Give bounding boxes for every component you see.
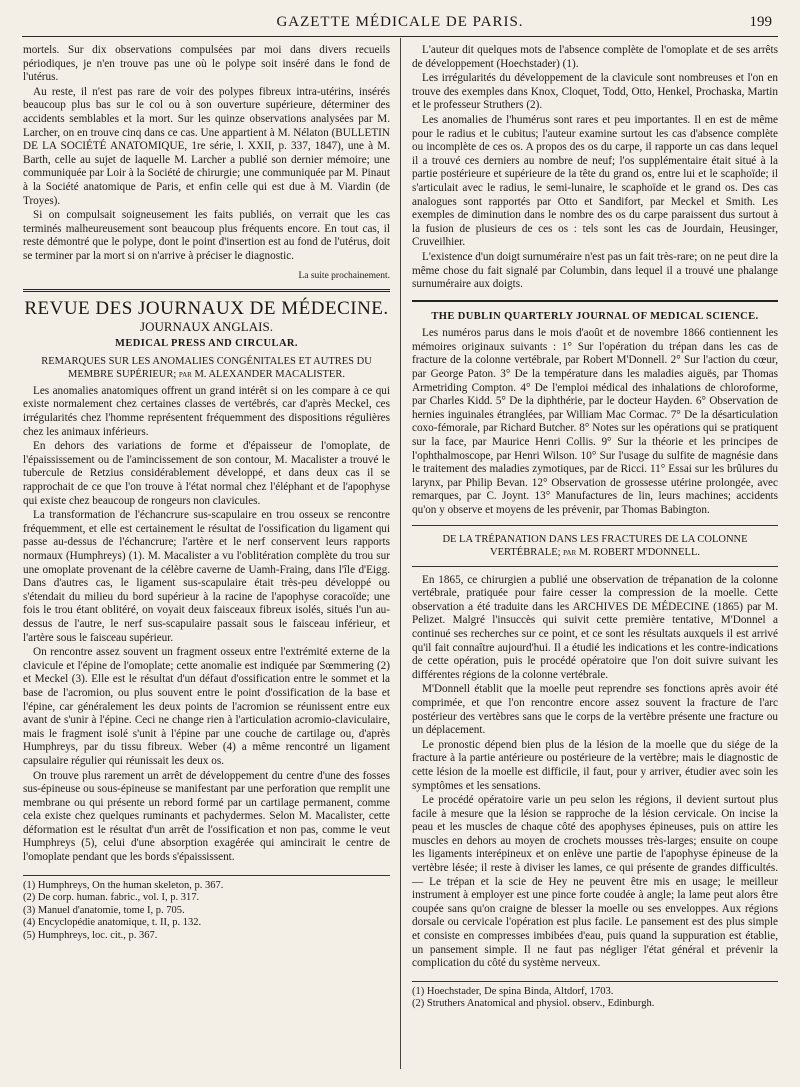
footnote: (5) Humphreys, loc. cit., p. 367. [23, 929, 158, 941]
paragraph: Le procédé opératoire varie un peu selon les régions, il devient surtout plus facile à mesure que la lésion se rapproche de la lésion cervicale. On incise la peau et les muscles de chaque côté des apophyses épineuses, puis on attire les muscles en dehors au moyen de crochets mousses très-larges; ensuite on coupe les ligaments interépineux et on enlève une partie de l'apophyse épineuse de la vertèbre lésée; il reste à diviser les lames, ce qui présente de grandes difficultés. — Le trépan et la scie de Hey ne peuvent être mis en usage; le meilleur instrument à employer est une pince forte coudée à angle; la lame peut alors être coupée sans qu'on craigne de blesser la moelle ou ses enveloppes. Aux régions dorsale ou cervicale l'opération est plus facile. Le pansement est des plus simple et consiste en compresses imbibées d'eau, puis quand la suppuration est établie, un pansement simple. Il ne faut pas négliger l'état général et prévenir la complication du côté du système nerveux. [412, 794, 778, 970]
paragraph: On rencontre assez souvent un fragment osseux entre l'extrémité externe de la clavicule et l'épine de l'omoplate; cette anomalie est indiquée par Sœmmering (2) et Meckel (3). Elle est le résultat d'un défaut d'ossification entre le sommet et la base de l'acromion, ou plus souvent entre le point d'ossification de la base et l'épine, car généralement les deux points de l'acromion se réunissent entre eux avant de s'unir à l'épine. Ceci ne change rien à l'articulation acromio-claviculaire, mais le fragment isolé s'unit à l'épine par une couche de cartilage ou, d'après Humphreys, par du tissu fibreux. Weber (4) a même rencontré un ligament capsulaire régulier qui réunissait les deux os. [23, 646, 390, 767]
continuation-note: La suite prochainement. [298, 270, 390, 281]
paragraph: Les irrégularités du développement de la clavicule sont nombreuses et l'on en trouve des exemples dans Knox, Cloquet, Todd, Otto, Henkel, Prochaska, Martin et le professeur Struthers (2). [412, 72, 778, 112]
footnote-rule [412, 981, 778, 982]
paragraph: En 1865, ce chirurgien a publié une observation de trépanation de la colonne vertébrale, pratiquée pour faire cesser la compression de la moelle. Cette observation a été traduite dans les ARCHIVES DE MÉDECINE (1865) par M. Pelizet. Malgré l'insuccès qui suivit cette première tentative, M'Donnel a continué ses recherches sur ce point, et ce sont les résultats auxquels il est arrivé qu'il fait connaître aujourd'hui. Il a étudié les indications et les contre-indications de cette opération, puis le procédé opératoire que l'on doit suivre suivant les différentes régions de la colonne vertébrale. [412, 573, 778, 681]
paragraph: Si on compulsait soigneusement les faits publiés, on verrait que les cas terminés malheureusement sont beaucoup plus fréquents encore. En tout cas, il reste démontré que le polype, dont le point d'insertion est au fond de l'utérus, doit se terminer par la mort si on n'arrive à préciser le diagnostic. [23, 209, 390, 262]
paragraph: Les anomalies anatomiques offrent un grand intérêt si on les compare à ce qui existe normalement chez certaines classes de vertébrés, car d'après Meckel, ces irrégularités chez l'homme représentent fréquemment des dispositions régulières chez les animaux inférieurs. [23, 384, 390, 438]
right-column [412, 44, 778, 1011]
paragraph: M'Donnell établit que la moelle peut reprendre ses fonctions après avoir été comprimée, et que l'on rencontre encore assez souvent la fracture de l'arc postérieur des vertèbres sans que le corps de la vertèbre présente une fracture ou un déplacement. [412, 683, 778, 737]
footnote: (4) Encyclopédie anatomique, t. II, p. 132. [23, 917, 202, 929]
footnote: (3) Manuel d'anatomie, tome I, p. 705. [23, 904, 185, 916]
paragraph: L'auteur dit quelques mots de l'absence complète de l'omoplate et de ses arrêts de développement (Hoechstader) (1). [412, 44, 778, 70]
footnote: (2) Struthers Anatomical and physiol. observ., Edinburgh. [412, 998, 655, 1010]
paragraph: On trouve plus rarement un arrêt de développement du centre d'une des fosses sus-épineuse ou sous-épineuse se manifestant par une perforation que remplit une membrane ou qui présente un rebord formé par un cartilage permanent, comme cela existe chez quelques ruminants et pachydermes. Selon M. Macalister, cette déformation est le résultat d'un arrêt de l'ossification et non pas, comme le veut Humphreys (5), celui d'une absorption exagérée qui amincirait le centre de l'omoplate pendant que les bords s'épaississent. [23, 769, 390, 864]
paragraph: L'existence d'un doigt surnuméraire n'est pas un fait très-rare; on ne peut dire la même chose du fait signalé par Columbin, dans lequel il a trouvé une phalange surnuméraire aux doigts. [412, 250, 778, 291]
header-rule [22, 36, 778, 37]
footnote: (1) Humphreys, On the human skeleton, p. 367. [23, 879, 224, 891]
paragraph: En dehors des variations de forme et d'épaisseur de l'omoplate, de l'épaississement ou de l'amincissement de son contour, M. Macalister a trouvé le tubercule de Retzius considérablement développé, et dans deux cas il se rapprochait de ce que l'on trouve à l'état normal chez l'éléphant et de l'apophyse qui existe chez beaucoup de rongeurs non clavicules. [23, 440, 390, 507]
paragraph: Au reste, il n'est pas rare de voir des polypes fibreux intra-utérins, insérés beaucoup plus bas sur le col ou à son ouverture supérieure, déterminer des accidents semblables et la mort. Sur les quinze observations analysées par M. Larcher, on en trouve cinq dans ce cas. Une appartient à M. Nélaton (BULLETIN DE LA SOCIÉTÉ ANATOMIQUE, 1re série, l. XXII, p. 337, 1847), une à M. Barth, celle au sujet de laquelle M. Larcher a publié son dernier mémoire; une communiquée par Loir à la Société de chirurgie; une communiquée par M. Pinaut à la Société anatomique de Paris, et enfin celle qui est due à M. Viardin (de Troyes). [23, 85, 390, 207]
paragraph: Le pronostic dépend bien plus de la lésion de la moelle que du siége de la fracture à la partie antérieure ou postérieure de la vertèbre; mais le diagnostic de cette lésion de la moelle est difficile, il faut, pour y arriver, étudier avec soin les symptômes et les sensations. [412, 738, 778, 792]
column-divider [400, 38, 401, 1069]
paragraph: Les numéros parus dans le mois d'août et de novembre 1866 contiennent les mémoires originaux suivants : 1° Sur l'opération du trépan dans les cas de fracture de la colonne vertébrale, par Robert M'Donnell. 2° Sur l'action du cœur, par George Paton. 3° De la température dans les maladies aiguës, par Thomas Armetriding Compton. 4° De l'emploi médical des inhalations de chloroforme, par Charles Kidd. 5° De la diphthérie, par le docteur Hayden. 6° Observation de hernies inguinales étranglées, par William Mac Cormac. 7° De la désarticulation coxo-fémorale, par Richard Butcher. 8° Notes sur les opérations qui se pratiquent sur la face, par Maurice Henri Collis. 9° Sur la théorie et les principes de l'ophthalmoscope, par Henri Wilson. 10° Sur l'usage du sulfite de magnésie dans le traitement des maladies zymotiques, par de Ricci. 11° Essai sur les brûlures du larynx, par Philip Bevan. 12° Observation de grossesse utérine prolongée, avec remarques, par C. Joynt. 13° Manufactures de lin, leurs machines; accidents qu'on y observe et moyens de les prévenir, par Thomas Babington. [412, 327, 778, 516]
section-title: REVUE DES JOURNAUX DE MÉDECINE. [24, 298, 389, 320]
page-number: 199 [749, 14, 772, 30]
paragraph: Les anomalies de l'humérus sont rares et peu importantes. Il en est de même pour le radius et le cubitus; l'auteur examine surtout les cas d'absence complète ou incomplète de ces os. A propos des os du carpe, il rapporte un cas dans lequel il a trouvé ces derniers au nombre de neuf; l'os supplémentaire était situé à la partie postérieure et supérieure de la tête du grand os, entre lui et le scaphoïde; il s'articulait avec le radius, le semi-lunaire, le scaphoïde et le grand os. Des cas analogues sont rapportés par Otto et Sandifort, par Meckel et Smith. Les exemples de diminution dans le nombre des os du carpe paraissent dus surtout à la fusion de plusieurs de ces os : tels sont les cas de Jourdain, Heusinger, Cruveilhier. [412, 113, 778, 249]
paragraph: mortels. Sur dix observations compulsées par moi dans divers recueils périodiques, je n'en trouve pas une où le polype soit inséré dans le fond de l'utérus. [23, 44, 390, 84]
paragraph: La transformation de l'échancrure sus-scapulaire en trou osseux se rencontre fréquemment, et elle est certainement le résultat de l'ossification du ligament qui passe au-dessus de l'échancrure; l'artère et le nerf conservent leurs rapports normaux (Humphreys) (1). M. Macalister a vu l'oblitération complète du trou sur une omoplate provenant de la célèbre caverne de Uamh-Fraing, dans l'île d'Eigg. Dans d'autres cas, le ligament sus-scapulaire était très-peu développé ou s'étendait du milieu du bord supérieur à la racine de l'apophyse coracoïde; une fois le trou étant oblitéré, on voyait deux faisceaux fibreux isolés, situés l'un au-dessus de l'autre, le nerf sus-scapulaire passait sous le faisceau inférieur, et l'artère sous le faisceau supérieur. [23, 509, 390, 644]
footnote-rule [23, 875, 390, 876]
footnote: (1) Hoechstader, De spina Binda, Altdorf, 1703. [412, 985, 614, 997]
page-header [22, 14, 778, 36]
footnote: (2) De corp. human. fabric., vol. I, p. 317. [23, 892, 200, 904]
left-column [23, 44, 390, 942]
section-subtitle: JOURNAUX ANGLAIS. [140, 318, 273, 334]
section-rule [23, 289, 390, 292]
article-title: REMARQUES SUR LES ANOMALIES CONGÉNITALES ET AUTRES DU MEMBRE SUPÉRIEUR; par M. ALEXANDER MACALISTER. [41, 355, 372, 380]
article-title: DE LA TRÉPANATION DANS LES FRACTURES DE LA COLONNE VERTÉBRALE; par M. ROBERT M'DONNELL. [442, 533, 748, 558]
article-rule [412, 566, 778, 567]
journal-heading: MEDICAL PRESS AND CIRCULAR. [115, 338, 298, 350]
journal-heading: THE DUBLIN QUARTERLY JOURNAL OF MEDICAL SCIENCE. [431, 310, 759, 322]
journal-title: GAZETTE MÉDICALE DE PARIS. [276, 14, 524, 30]
article-rule [412, 525, 778, 526]
section-rule [412, 300, 778, 302]
